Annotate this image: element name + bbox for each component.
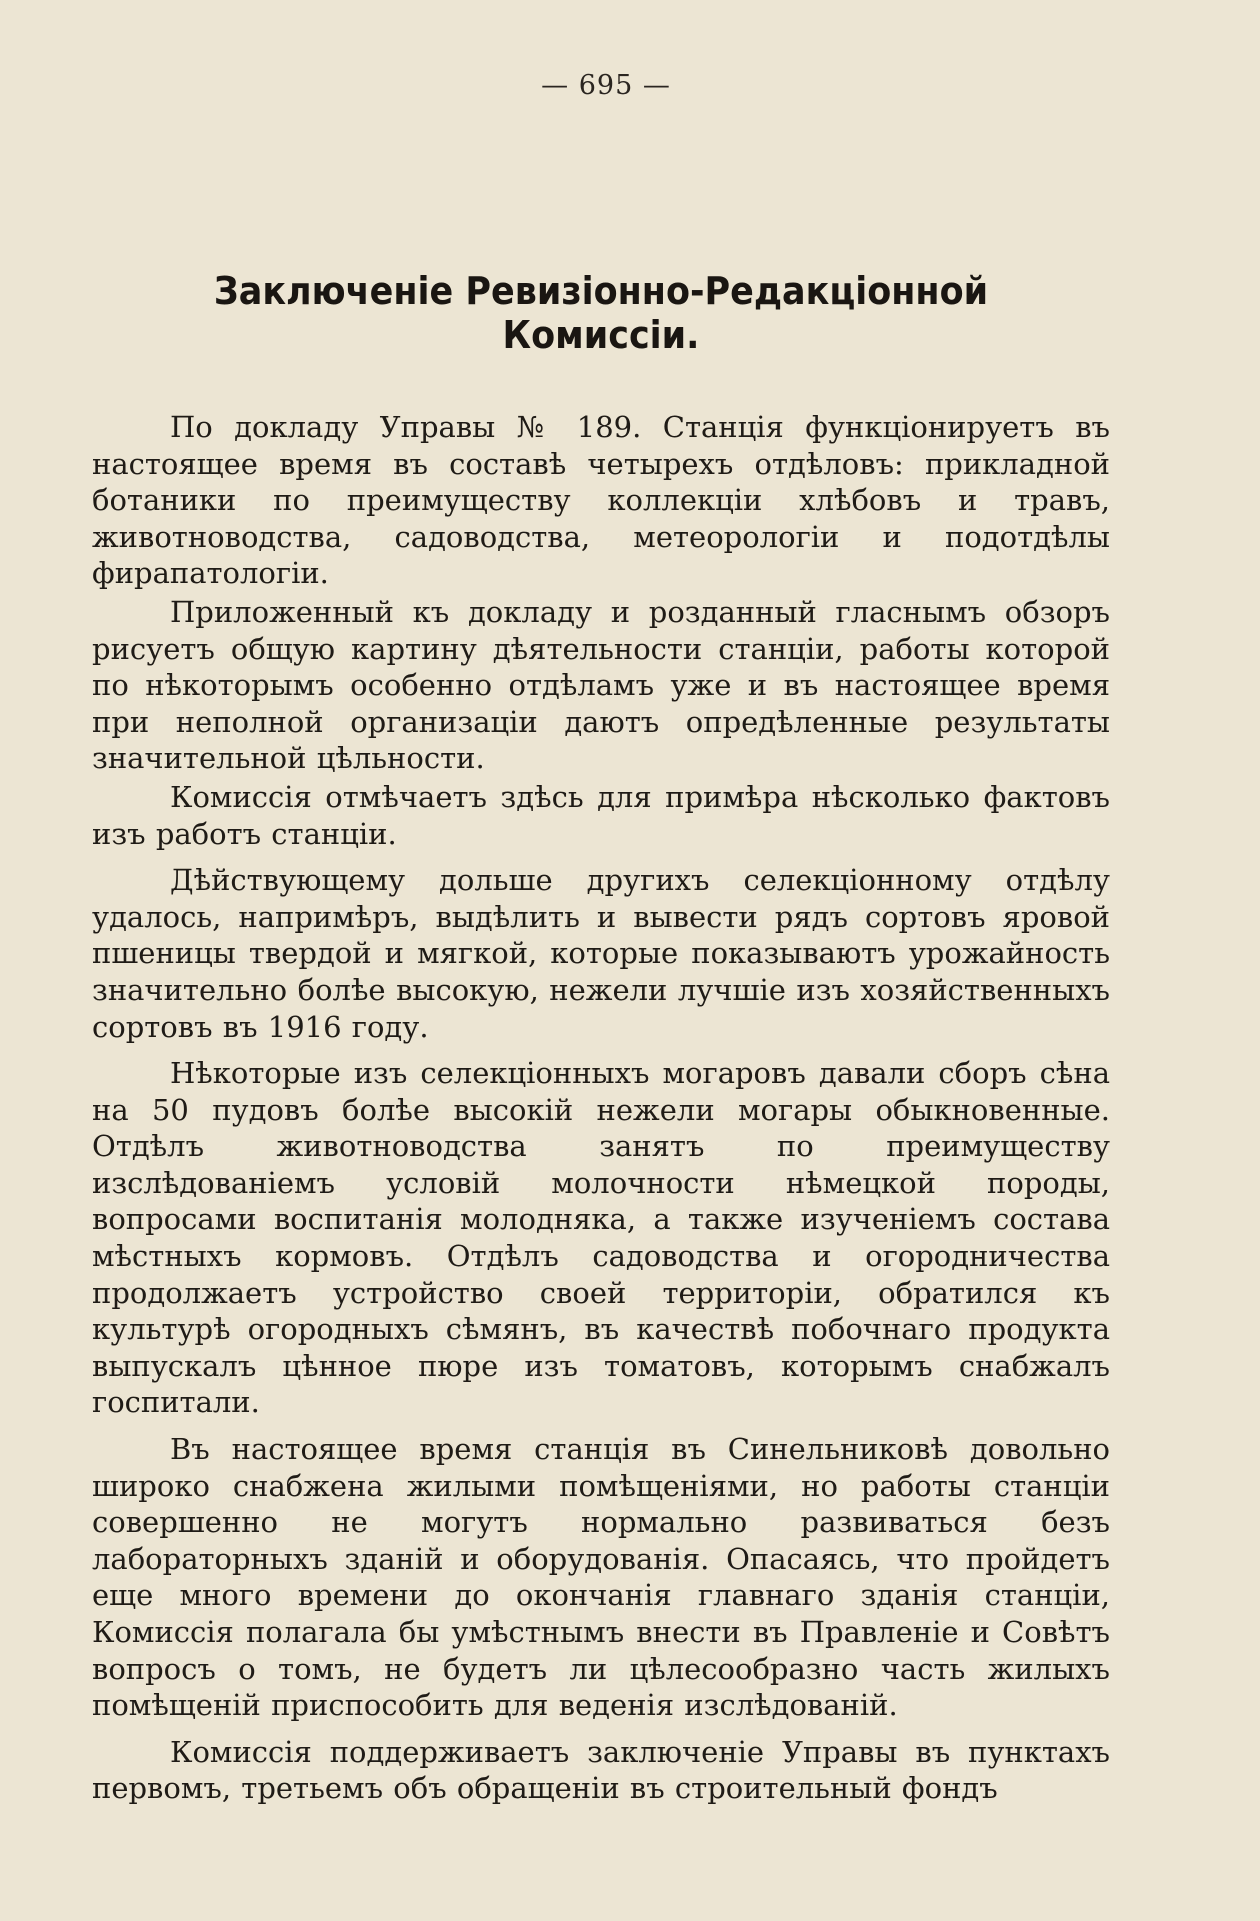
paragraph: Нѣкоторые изъ селекціонныхъ могаровъ давали сборъ сѣна на 50 пудовъ болѣе высокій нежели могары обыкновенные. Отдѣлъ животноводства занятъ по преимуществу изслѣдованіемъ условій молочности нѣмецкой породы, вопросами воспитанія молодняка, а также изученіемъ состава мѣстныхъ кормовъ. Отдѣлъ садоводства и огородничества продолжаетъ устройство своей территоріи, обратился къ культурѣ огородныхъ сѣмянъ, въ качествѣ побочнаго продукта выпускалъ цѣнное пюре изъ томатовъ, которымъ снабжалъ госпитали.: [92, 1056, 1110, 1420]
paragraph: Дѣйствующему дольше другихъ селекціонному отдѣлу удалось, напримѣръ, выдѣлить и вывести рядъ сортовъ яровой пшеницы твердой и мягкой, которые показываютъ урожайность значительно болѣе высокую, нежели лучшіе изъ хозяйственныхъ сортовъ въ 1916 году.: [92, 863, 1110, 1044]
paragraph: Въ настоящее время станція въ Синельниковѣ довольно широко снабжена жилыми помѣщеніями, но работы станціи совершенно не могутъ нормально развиваться безъ лабораторныхъ зданій и оборудованія. Опасаясь, что пройдетъ еще много времени до окончанія главнаго зданія станціи, Комиссія полагала бы умѣстнымъ внести въ Правленіе и Совѣтъ вопросъ о томъ, не будетъ ли цѣлесообразно часть жилыхъ помѣщеній приспособить для веденія изслѣдованій.: [92, 1432, 1110, 1723]
paragraph: Приложенный къ докладу и розданный гласнымъ обзоръ рисуетъ общую картину дѣятельности станціи, работы которой по нѣкоторымъ особенно отдѣламъ уже и въ настоящее время при неполной организаціи даютъ опредѣленные результаты значительной цѣльности.: [92, 594, 1110, 776]
paragraph: По докладу Управы № 189. Станція функціонируетъ въ настоящее время въ составѣ четырехъ отдѣловъ: прикладной ботаники по преимуществу коллекціи хлѣбовъ и травъ, животноводства, садоводства, метеорологіи и подотдѣлы фирапатологіи.: [92, 410, 1110, 591]
paragraph: Комиссія поддерживаетъ заключеніе Управы въ пунктахъ первомъ, третьемъ объ обращеніи въ строительный фондъ: [92, 1734, 1110, 1806]
paragraph: Комиссія отмѣчаетъ здѣсь для примѣра нѣсколько фактовъ изъ работъ станціи.: [92, 779, 1110, 851]
section-heading: Заключеніе Ревизіонно-Редакціонной Комиссіи.: [213, 269, 989, 357]
page-number: — 695 —: [541, 70, 671, 101]
